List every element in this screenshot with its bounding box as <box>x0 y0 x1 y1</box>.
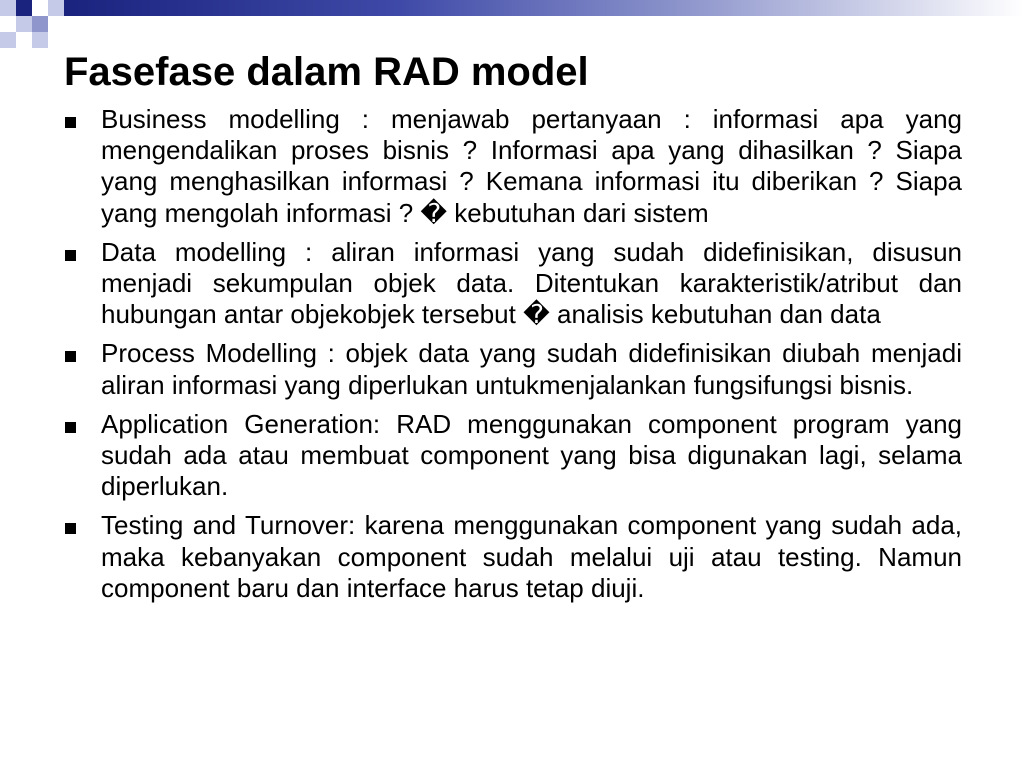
decor-square <box>0 32 16 48</box>
decor-square <box>32 16 48 32</box>
bullet-text: Business modelling : menjawab pertanyaan : informasi apa yang mengendalikan proses bisnis ? Informasi apa yang dihasilkan ? Siapa yang menghasilkan informasi ? Kemana informasi itu diberikan ? Siapa yang mengolah informasi ? � kebutuhan dari sistem <box>101 104 962 228</box>
decor-square <box>48 16 64 32</box>
decor-square <box>32 0 48 16</box>
decor-square <box>0 16 16 32</box>
bullet-text: Process Modelling : objek data yang sudah didefinisikan diubah menjadi aliran informasi yang diperlukan untukmenjalankan fungsifungsi bisnis. <box>101 338 962 400</box>
decor-square <box>32 32 48 48</box>
square-bullet-icon <box>65 250 76 261</box>
bullet-item-process-modelling <box>64 338 962 400</box>
square-bullet-icon <box>65 351 76 362</box>
decor-square <box>16 16 32 32</box>
square-bullet-icon <box>65 523 76 534</box>
decor-square <box>16 0 32 16</box>
square-bullet-icon <box>65 117 76 128</box>
slide-title: Fasefase dalam RAD model <box>64 50 589 94</box>
bullet-text: Testing and Turnover: karena menggunakan component yang sudah ada, maka kebanyakan component sudah melalui uji atau testing. Namun component baru dan interface harus tetap diuji. <box>101 510 962 603</box>
bullet-item-data-modelling <box>64 237 962 331</box>
decor-square <box>48 0 64 16</box>
square-bullet-icon <box>65 422 76 433</box>
bullet-text: Data modelling : aliran informasi yang sudah didefinisikan, disusun menjadi sekumpulan objek data. Ditentukan karakteristik/atribut dan hubungan antar objekobjek tersebut � analisis kebutuhan dan data <box>101 236 962 330</box>
decor-square <box>16 32 32 48</box>
bullet-item-application-generation <box>64 409 962 503</box>
bullet-item-business-modelling <box>64 104 962 229</box>
header-gradient-bar <box>64 0 1024 16</box>
bullet-text: Application Generation: RAD menggunakan component program yang sudah ada atau membuat component yang bisa digunakan lagi, selama diperlukan. <box>101 408 962 502</box>
decor-square <box>0 0 16 16</box>
decor-square <box>32 48 48 60</box>
bullet-item-testing-turnover <box>64 510 962 604</box>
bullet-list <box>64 104 962 612</box>
